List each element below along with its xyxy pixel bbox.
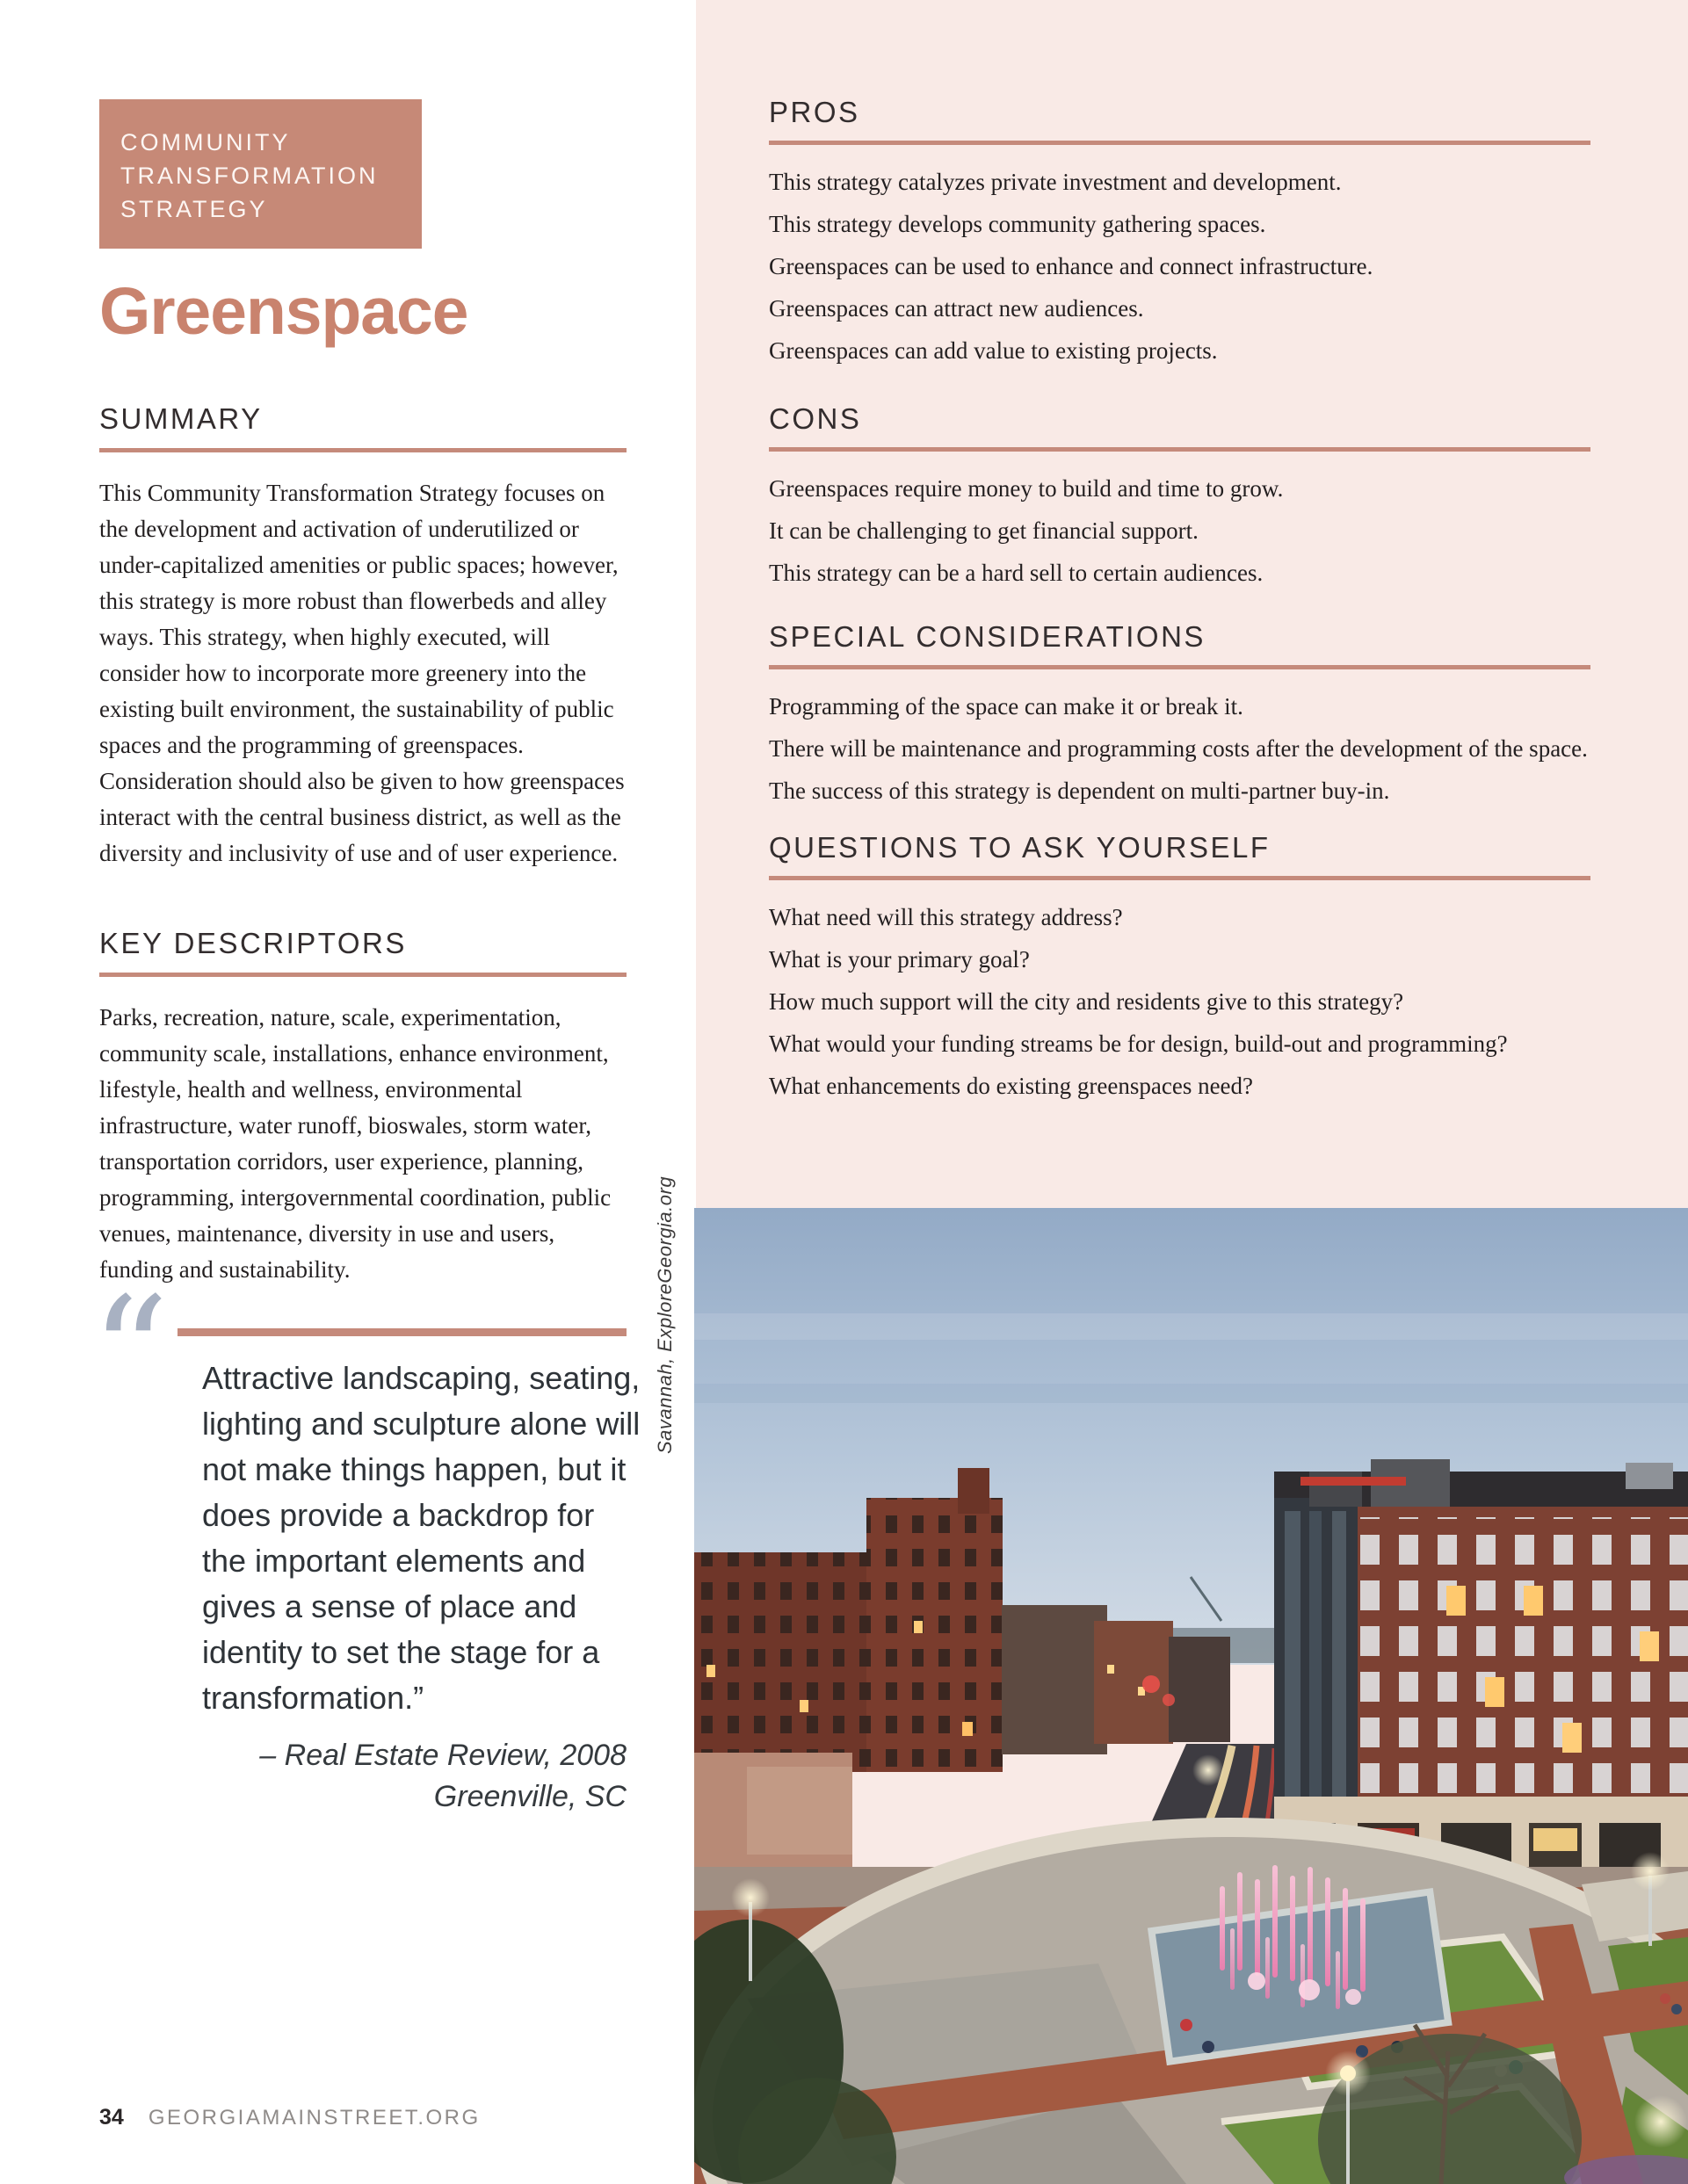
summary-body: This Community Transformation Strategy focuses on the development and activation of underutilized or under-capitalized amenities or public spaces; however, this strategy is more robust than flowerbeds and alley ways. This strategy, when highly executed, will consider how to incorporate more greenery into the existing built environment, the sustainability of public spaces and the programming of greenspaces. Consideration should also be given to how greenspaces interact with the central business district, as well as the diversity and inclusivity of use and of user experience. — [99, 480, 625, 866]
quote-attribution — [99, 1735, 627, 1818]
pros-list — [769, 161, 1595, 372]
cons-list — [769, 467, 1595, 594]
pull-quote — [91, 1265, 641, 1818]
list-item: Greenspaces can add value to existing projects. — [769, 337, 1218, 364]
pros-rule — [769, 141, 1590, 145]
page-title: Greenspace — [99, 274, 468, 348]
site-url: GEORGIAMAINSTREET.ORG — [148, 2106, 481, 2130]
list-item: What would your funding streams be for design, build-out and programming? — [769, 1031, 1508, 1057]
quote-attribution-place: Greenville, SC — [433, 1780, 627, 1813]
list-item: This strategy develops community gathering spaces. — [769, 211, 1266, 237]
photo-credit-caption: Savannah, ExploreGeorgia.org — [654, 1175, 676, 1454]
questions-list — [769, 896, 1595, 1107]
list-item: This strategy catalyzes private investment and development. — [769, 169, 1342, 195]
list-item: It can be challenging to get financial support. — [769, 517, 1199, 544]
summary-heading: SUMMARY — [99, 402, 263, 435]
list-item: What is your primary goal? — [769, 946, 1030, 973]
cons-heading: CONS — [769, 402, 862, 435]
list-item: What need will this strategy address? — [769, 904, 1123, 930]
list-item: The success of this strategy is dependent on multi-partner buy-in. — [769, 777, 1390, 804]
summary-rule — [99, 448, 627, 452]
left-column — [91, 0, 641, 1818]
pros-heading: PROS — [769, 96, 860, 128]
list-item: Greenspaces can be used to enhance and connect infrastructure. — [769, 253, 1373, 279]
list-item: What enhancements do existing greenspaces need? — [769, 1073, 1254, 1099]
right-column — [769, 0, 1595, 1107]
quote-text: Attractive landscaping, seating, lighting and sculpture alone will not make things happen, but it does provide a backdrop for the important elements and gives a sense of place and identity to set the stage for a transformation.” — [202, 1360, 641, 1716]
category-tag-box — [99, 99, 422, 249]
special-considerations-heading: SPECIAL CONSIDERATIONS — [769, 620, 1206, 653]
page-footer — [99, 2105, 481, 2130]
key-descriptors-body: Parks, recreation, nature, scale, experimentation, community scale, installations, enhance environment, lifestyle, health and wellness, environmental infrastructure, water runoff, bioswales, storm water, transportation corridors, user experience, planning, programming, intergovernmental coordination, public venues, maintenance, diversity in use and users, funding and sustainability. — [99, 1004, 612, 1283]
savannah-park-photo — [694, 1208, 1688, 2184]
quote-attribution-source: – Real Estate Review, 2008 — [259, 1739, 627, 1772]
list-item: Programming of the space can make it or break it. — [769, 693, 1243, 720]
key-descriptors-rule — [99, 973, 627, 977]
page-number: 34 — [99, 2105, 124, 2130]
list-item: How much support will the city and residents give to this strategy? — [769, 988, 1404, 1015]
list-item: Greenspaces can attract new audiences. — [769, 295, 1144, 322]
special-considerations-list — [769, 685, 1595, 812]
questions-heading: QUESTIONS TO ASK YOURSELF — [769, 831, 1271, 864]
category-tag-label: COMMUNITY TRANSFORMATION STRATEGY — [120, 129, 379, 222]
list-item: Greenspaces require money to build and time to grow. — [769, 475, 1284, 502]
list-item: There will be maintenance and programming costs after the development of the space. — [769, 735, 1588, 762]
questions-rule — [769, 876, 1590, 880]
list-item: This strategy can be a hard sell to certain audiences. — [769, 560, 1264, 586]
photo-illustration — [694, 1208, 1688, 2184]
cons-rule — [769, 447, 1590, 452]
special-considerations-rule — [769, 665, 1590, 669]
quote-mark-icon: “ — [91, 1265, 163, 1443]
key-descriptors-heading: KEY DESCRIPTORS — [99, 927, 407, 959]
quote-rule — [177, 1328, 627, 1336]
